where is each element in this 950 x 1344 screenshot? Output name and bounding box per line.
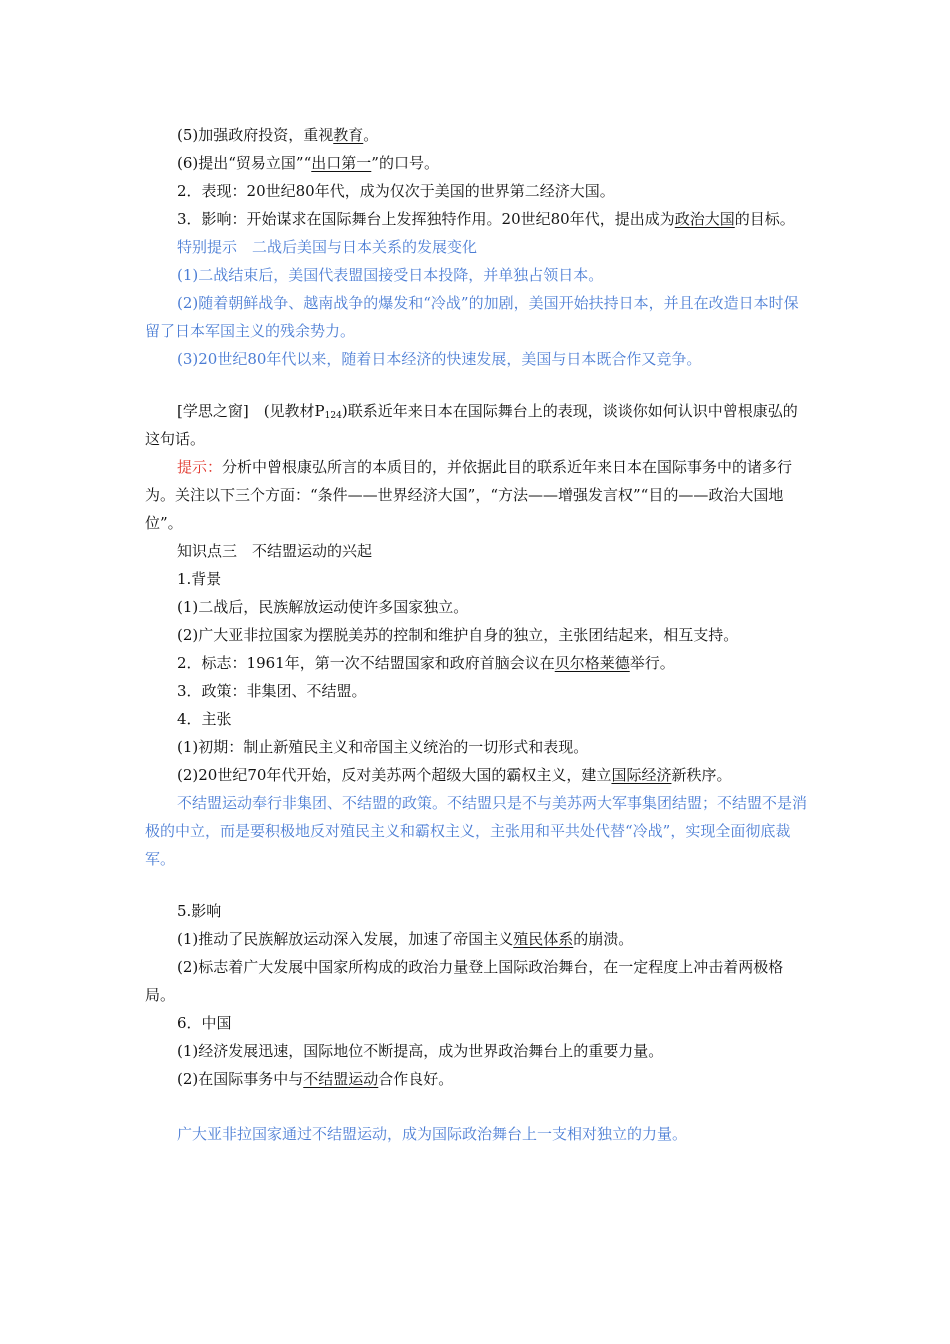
text: (5)加强政府投资，重视 [177,126,334,144]
note-paragraph: 广大亚非拉国家通过不结盟运动，成为国际政治舞台上一支相对独立的力量。 [177,1125,688,1143]
text: 。 [363,126,379,144]
special-tip-item: (1)二战结束后，美国代表盟国接受日本投降，并单独占领日本。 [177,266,604,284]
list-item [145,761,810,789]
list-item [145,925,810,953]
paragraph-investment [145,121,810,149]
special-tip-item: (2)随着朝鲜战争、越南战争的爆发和“冷战”的加剧，美国开始扶持日本，并且在改造日本时保留了日本军国主义的残余势力。 [145,294,799,340]
paragraph-performance: 2．表现：20世纪80年代，成为仅次于美国的世界第二经济大国。 [177,182,615,200]
subheading-effect: 5.影响 [177,902,222,920]
text: 3．影响：开始谋求在国际舞台上发挥独特作用。20世纪80年代，提出成为 [177,210,675,228]
special-tip-title: 特别提示 二战后美国与日本关系的发展变化 [177,238,478,256]
list-item: (1)经济发展迅速，国际地位不断提高，成为世界政治舞台上的重要力量。 [177,1042,664,1060]
text: 合作良好。 [378,1070,454,1088]
spacer [145,373,810,397]
special-tip-item: (3)20世纪80年代以来，随着日本经济的快速发展，美国与日本既合作又竞争。 [177,350,702,368]
paragraph-policy: 3．政策：非集团、不结盟。 [177,682,367,700]
paragraph-trade-slogan [145,149,810,177]
page-subscript: 124 [324,411,342,421]
text: [学思之窗] (见教材P [177,402,325,420]
text: )联系近年来日本在国际舞台上的表现，谈谈你如何认识中曾根康弘的这句话。 [145,402,798,448]
underlined-answer: 贝尔格莱德 [554,654,630,672]
underlined-answer: 殖民体系 [513,930,574,948]
subheading-china: 6．中国 [177,1014,232,1032]
list-item: (1)初期：制止新殖民主义和帝国主义统治的一切形式和表现。 [177,738,589,756]
text: 举行。 [629,654,675,672]
list-item: (1)二战后，民族解放运动使许多国家独立。 [177,598,469,616]
text: ”的口号。 [371,154,439,172]
section-heading: 知识点三 不结盟运动的兴起 [177,542,373,560]
list-item [145,1065,810,1093]
text: 2．标志：1961年，第一次不结盟国家和政府首脑会议在 [177,654,555,672]
text: (6)提出“贸易立国”“ [177,154,312,172]
text: (2)20世纪70年代开始，反对美苏两个超级大国的霸权主义，建立 [177,766,612,784]
spacer [145,1093,810,1120]
underlined-answer: 国际经济 [611,766,672,784]
underlined-answer: 不结盟运动 [303,1070,379,1088]
text: (1)推动了民族解放运动深入发展，加速了帝国主义 [177,930,514,948]
note-paragraph: 不结盟运动奉行非集团、不结盟的政策。不结盟只是不与美苏两大军事集团结盟；不结盟不是消极的中立，而是要积极地反对殖民主义和霸权主义，主张用和平共处代替“冷战”，实现全面彻底裁军。 [145,794,808,868]
hint-paragraph [145,453,810,537]
hint-label: 提示： [177,458,223,476]
paragraph-influence [145,205,810,233]
xuesi-window-question [145,397,810,453]
spacer [145,873,810,897]
text: (2)在国际事务中与 [177,1070,304,1088]
list-item: (2)标志着广大发展中国家所构成的政治力量登上国际政治舞台，在一定程度上冲击着两极格局。 [145,958,784,1004]
list-item: (2)广大亚非拉国家为摆脱美苏的控制和维护自身的独立，主张团结起来，相互支持。 [177,626,739,644]
text: 的目标。 [734,210,795,228]
text: 新秩序。 [671,766,732,784]
paragraph-mark [145,649,810,677]
text: 的崩溃。 [573,930,634,948]
underlined-answer: 政治大国 [674,210,735,228]
hint-text: 分析中曾根康弘所言的本质目的，并依据此目的联系近年来日本在国际事务中的诸多行为。关注以下三个方面：“条件——世界经济大国”，“方法——增强发言权”“目的——政治大国地位”。 [145,458,793,532]
document-body [145,121,810,1148]
underlined-answer: 出口第一 [311,154,372,172]
subheading-background: 1.背景 [177,570,222,588]
subheading-claim: 4．主张 [177,710,232,728]
underlined-answer: 教育 [333,126,364,144]
